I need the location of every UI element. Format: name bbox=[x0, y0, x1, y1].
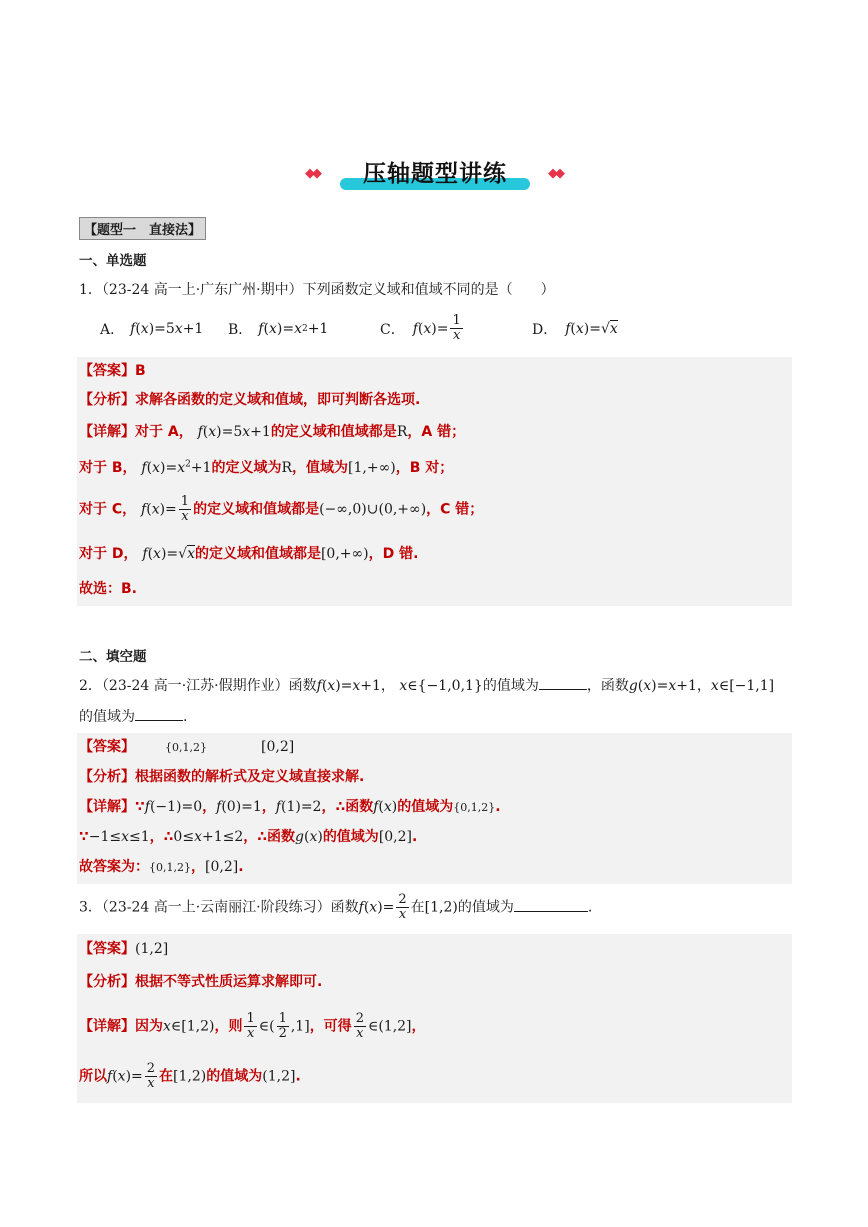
q1-option-b: B． f ( x )= x 2 +1 bbox=[228, 320, 329, 338]
q3-analysis: 【分析】根据不等式性质运算求解即可. bbox=[79, 974, 323, 990]
option-label: C． bbox=[380, 321, 405, 338]
q1-analysis: 【分析】求解各函数的定义域和值域，即可判断各选项. bbox=[79, 392, 421, 408]
q1-detail-b: 对于 B， $f(x)=x^2+1$的定义域为R，值域为[1,+∞)，B 对； bbox=[79, 459, 454, 476]
part1-heading: 一、单选题 bbox=[79, 253, 147, 269]
q1-answer: 【答案】B bbox=[79, 363, 146, 379]
q2-stem: 2．（23-24 高一·江苏·假期作业）函数f(x)=x+1， x∈{−1,0,1}的值域为 ，函数g(x)=x+1，x∈[−1,1] bbox=[79, 678, 775, 694]
page-title: 压轴题型讲练 bbox=[363, 161, 507, 187]
part2-heading: 二、填空题 bbox=[79, 649, 147, 665]
q1-detail-d: 对于 D， f(x)=√x的定义域和值域都是[0,+∞)，D 错. bbox=[79, 546, 419, 562]
option-label: B． bbox=[228, 321, 253, 338]
q1-option-c: C． f ( x )= $\frac{1}{x}$ bbox=[380, 313, 461, 343]
option-label: A． bbox=[100, 321, 125, 338]
option-label: D． bbox=[532, 321, 558, 338]
q3-conclusion: 所以f(x)= $\frac{2}{x}$ 在[1,2)的值域为(1,2]. bbox=[79, 1061, 301, 1091]
q1-detail-a: 【详解】对于 A， f(x)=5x+1的定义域和值域都是R，A 错； bbox=[79, 424, 466, 440]
q3-stem: 3．（23-24 高一上·云南丽江·阶段练习）函数f(x)= $\frac{2}{x}$ 在[1,2)的值域为 . bbox=[79, 892, 593, 922]
q2-detail-1: 【详解】∵f(−1)=0，f(0)=1，f(1)=2，∴函数f(x)的值域为{0,1,2}. bbox=[79, 799, 501, 815]
q1-option-a: A． f ( x )=5 x +1 bbox=[100, 320, 204, 338]
q1-conclusion: 故选：B. bbox=[79, 581, 137, 597]
q1-options bbox=[100, 314, 660, 343]
diamond-right-icon: ◆◆ bbox=[548, 166, 562, 181]
q1-detail-c: 对于 C， f(x)= $\frac{1}{x}$ 的定义域和值域都是(−∞,0)∪(0,+∞)，C 错； bbox=[79, 494, 484, 524]
section-label: 【题型一 直接法】 bbox=[79, 217, 206, 240]
q3-detail: 【详解】因为x∈[1,2)，则 $\frac{1}{x}$ ∈( $\frac{1}{2}$ ,1]，可得 $\frac{2}{x}$ ∈(1,2]， bbox=[79, 1011, 426, 1041]
q2-conclusion: 故答案为：{0,1,2}，[0,2]. bbox=[79, 859, 244, 875]
q2-answer: 【答案】 {0,1,2} [0,2] bbox=[79, 739, 295, 755]
q1-stem: 1．（23-24 高一上·广东广州·期中）下列函数定义域和值域不同的是（ ） bbox=[79, 282, 555, 298]
diamond-left-icon: ◆◆ bbox=[305, 166, 319, 181]
q1-option-d: D． f ( x )=√ x bbox=[532, 320, 618, 338]
q2-stem-line2: 的值域为 . bbox=[79, 709, 188, 725]
title-banner bbox=[300, 150, 570, 200]
q2-analysis: 【分析】根据函数的解析式及定义域直接求解. bbox=[79, 769, 365, 785]
q3-answer: 【答案】(1,2] bbox=[79, 941, 169, 957]
q2-detail-2: ∵−1≤x≤1，∴0≤x+1≤2，∴函数g(x)的值域为[0,2]. bbox=[79, 829, 418, 845]
